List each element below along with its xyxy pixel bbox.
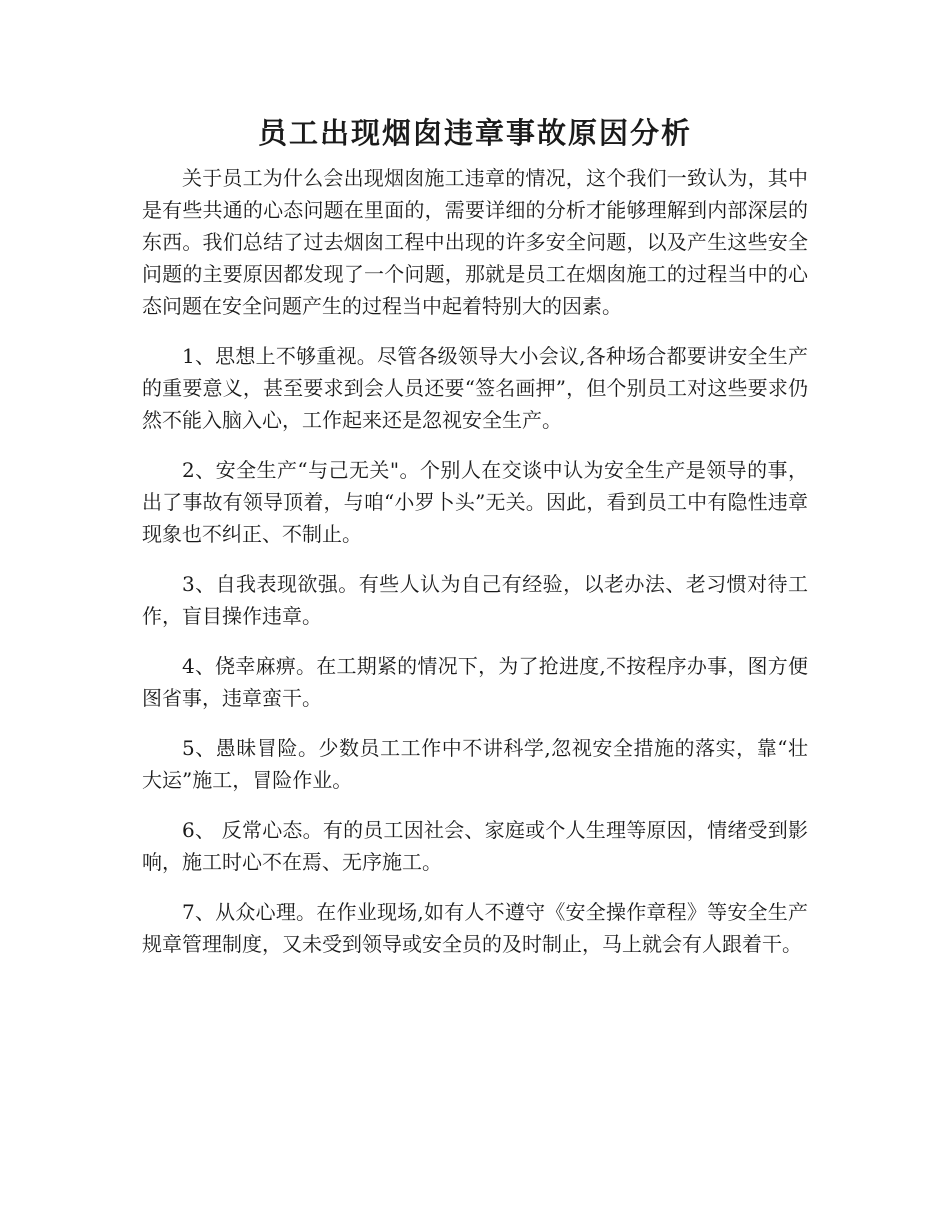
list-item: 7、从众心理。在作业现场,如有人不遵守《安全操作章程》等安全生产规章管理制度，又未受到领导或安全员的及时制止，马上就会有人跟着干。 xyxy=(142,900,808,956)
list-item: 2、安全生产“与己无关"。个别人在交谈中认为安全生产是领导的事，出了事故有领导顶着，与咱“小罗卜头”无关。因此，看到员工中有隐性违章现象也不纠正、不制止。 xyxy=(142,458,808,546)
list-item: 4、侥幸麻痹。在工期紧的情况下，为了抢进度,不按程序办事，图方便图省事，违章蛮干。 xyxy=(142,654,808,710)
list-item: 5、愚昧冒险。少数员工工作中不讲科学,忽视安全措施的落实，靠“壮大运”施工，冒险作业。 xyxy=(142,736,808,792)
intro-paragraph: 关于员工为什么会出现烟囱施工违章的情况，这个我们一致认为，其中是有些共通的心态问题在里面的，需要详细的分析才能够理解到内部深层的东西。我们总结了过去烟囱工程中出现的许多安全问题，以及产生这些安全问题的主要原因都发现了一个问题，那就是员工在烟囱施工的过程当中的心态问题在安全问题产生的过程当中起着特别大的因素。 xyxy=(142,166,808,318)
document-title: 员工出现烟囱违章事故原因分析 xyxy=(257,116,692,150)
list-item: 3、自我表现欲强。有些人认为自己有经验，以老办法、老习惯对待工作，盲目操作违章。 xyxy=(142,572,808,628)
list-item: 1、思想上不够重视。尽管各级领导大小会议,各种场合都要讲安全生产的重要意义，甚至要求到会人员还要“签名画押”，但个别员工对这些要求仍然不能入脑入心，工作起来还是忽视安全生产。 xyxy=(142,344,808,432)
list-item: 6、 反常心态。有的员工因社会、家庭或个人生理等原因，情绪受到影响，施工时心不在焉、无序施工。 xyxy=(142,818,808,874)
document-page xyxy=(142,108,808,960)
